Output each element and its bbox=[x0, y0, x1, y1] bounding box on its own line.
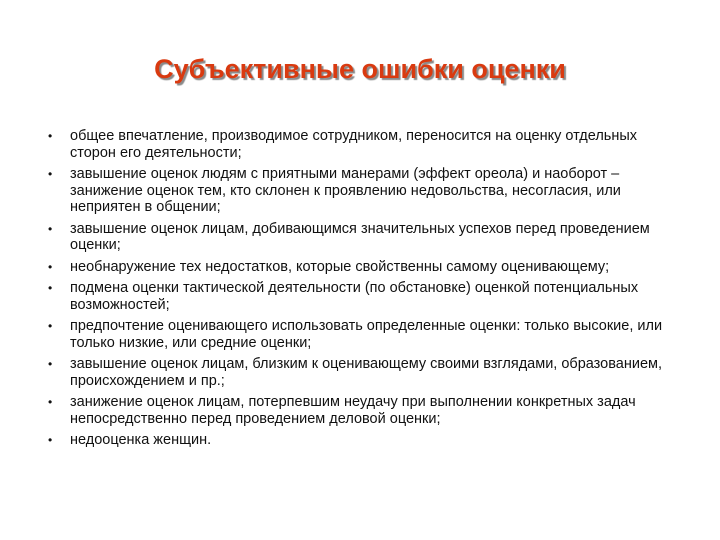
list-item bbox=[48, 318, 678, 351]
list-item-text: подмена оценки тактической деятельности (по обстановке) оценкой потенциальных возможностей; bbox=[70, 280, 639, 313]
bullet-icon: • bbox=[48, 433, 53, 447]
list-item-text: необнаружение тех недостатков, которые свойственны самому оценивающему; bbox=[70, 258, 610, 275]
list-item bbox=[48, 128, 678, 161]
list-item bbox=[48, 280, 678, 313]
list-item bbox=[48, 259, 678, 276]
list-item bbox=[48, 166, 678, 216]
bullet-icon: • bbox=[48, 259, 53, 274]
list-item bbox=[48, 356, 678, 389]
list-item-text: предпочтение оценивающего использовать определенные оценки: только высокие, или только низкие, или средние оценки; bbox=[70, 318, 663, 351]
list-item bbox=[48, 432, 678, 449]
list-item-text: завышение оценок лицам, добивающимся значительных успехов перед проведением оценки; bbox=[70, 220, 650, 253]
bullet-icon: • bbox=[48, 167, 53, 181]
bullet-icon: • bbox=[48, 319, 53, 333]
list-item-text: завышение оценок людям с приятными манерами (эффект ореола) и наоборот – занижение оценок тем, кто склонен к проявлению недовольства, несогласия, или неприятен в общении; bbox=[70, 166, 621, 215]
list-item-text: недооценка женщин. bbox=[70, 432, 212, 448]
bullet-icon: • bbox=[48, 221, 53, 236]
bullet-icon: • bbox=[48, 357, 53, 371]
list-item-text: общее впечатление, производимое сотрудником, переносится на оценку отдельных сторон его деятельности; bbox=[70, 128, 638, 161]
bullet-icon: • bbox=[48, 281, 53, 295]
list-item bbox=[48, 394, 678, 427]
bullet-list bbox=[48, 128, 678, 454]
slide-title: Субъективные ошибки оценки bbox=[154, 54, 566, 84]
list-item-text: завышение оценок лицам, близким к оценивающему своими взглядами, образованием, происхождением и пр.; bbox=[70, 356, 663, 389]
list-item-text: занижение оценок лицам, потерпевшим неудачу при выполнении конкретных задач непосредственно перед проведением деловой оценки; bbox=[70, 394, 636, 427]
list-item bbox=[48, 221, 678, 254]
bullet-icon: • bbox=[48, 129, 53, 143]
bullet-icon: • bbox=[48, 395, 53, 409]
